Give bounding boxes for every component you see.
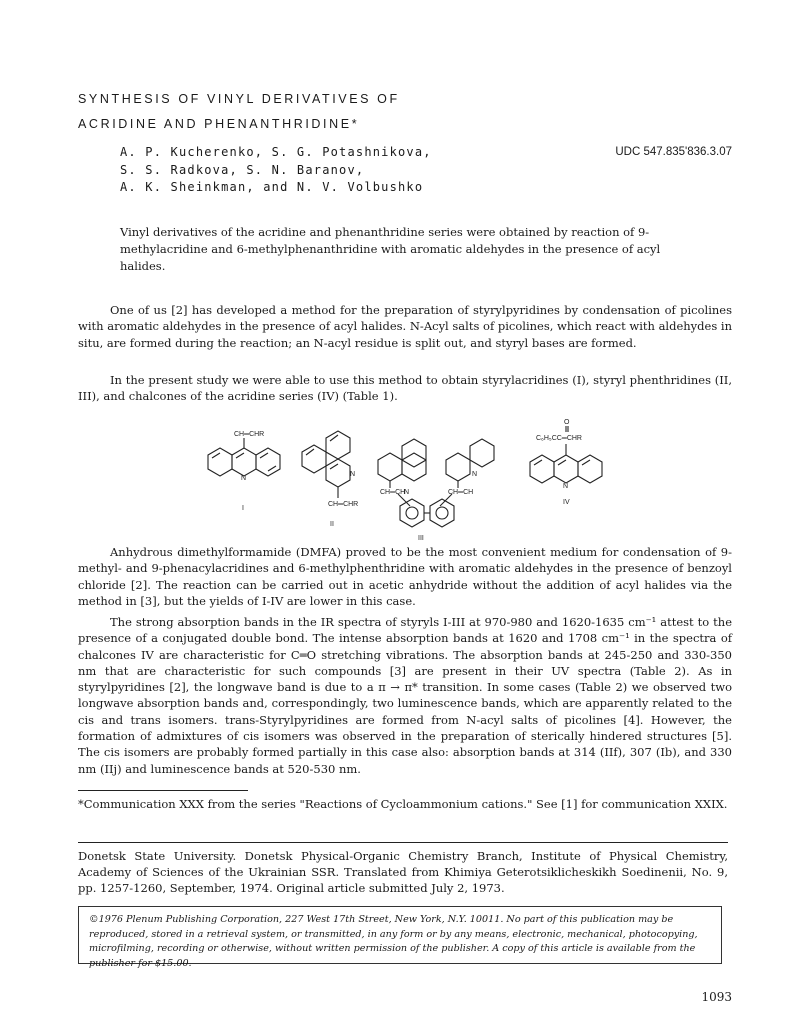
- footnote: *Communication XXX from the series "Reactions of Cycloammonium cations." See [1] for communication XXIX.: [78, 797, 728, 811]
- abstract: Vinyl derivatives of the acridine and phenanthridine series were obtained by reaction of 9-methylacridine and 6-methylphenanthridine with aromatic aldehydes in the presence of acyl halides.: [120, 225, 661, 273]
- structure-I-substituent: CH═CHR: [234, 431, 265, 438]
- structure-III-substituent-right: CH═CH: [448, 489, 474, 496]
- footnote-divider: [78, 790, 248, 791]
- nitrogen-label: N: [350, 471, 356, 478]
- author-line: S. S. Radkova, S. N. Baranov,: [120, 162, 365, 177]
- title-line-1: SYNTHESIS OF VINYL DERIVATIVES OF: [78, 92, 400, 106]
- body-paragraph-2: In the present study we were able to use this method to obtain styrylacridines (I), styryl phenthridines (II, III), and chalcones of the acridine series (IV) (Table 1).: [78, 373, 732, 404]
- structure-III-rings: [378, 439, 494, 527]
- affiliation: Donetsk State University. Donetsk Physical-Organic Chemistry Branch, Institute of Physical Chemistry, Academy of Sciences of the Ukrainian SSR. Translated from Khimiya Geterotsiklicheskikh Soedinenii, No. 9, pp. 1257-1260, September, 1974. Original article submitted July 2, 1973.: [78, 849, 728, 895]
- body-paragraph-1: One of us [2] has developed a method for the preparation of styrylpyridines by condensation of picolines with aromatic aldehydes in the presence of acyl halides. N-Acyl salts of picolines, which react with aldehydes in situ, are formed during the reaction; an N-acyl residue is split out, and styryl bases are formed.: [78, 303, 732, 350]
- body-paragraph-3: Anhydrous dimethylformamide (DMFA) proved to be the most convenient medium for condensation of 9-methyl- and 9-phenacylacridines and 6-methylphenthridine with aromatic aldehydes in the presence of benzoyl chloride [2]. The reaction can be carried out in acetic anhydride without the addition of acyl halides via the method in [3], but the yields of I-IV are lower in this case.: [78, 545, 732, 608]
- structure-IV-oxygen: O: [564, 419, 570, 426]
- structure-II-rings: [302, 431, 350, 498]
- body-paragraph-4: The strong absorption bands in the IR spectra of styryls I-III at 970-980 and 1620-1635 cm⁻¹ attest to the presence of a conjugated double bond. The intense absorption bands at 1620 and 1708 cm⁻¹ in the spectra of chalcones IV are characteristic for C═O stretching vibrations. The absorption bands at 245-250 and 330-350 nm that are characteristic for such compounds [3] are present in their UV spectra (Table 2). As in styrylpyridines [2], the longwave band is due to a π → π* transition. In some cases (Table 2) we observed two longwave absorption bands and, correspondingly, two luminescence bands, which are apparently related to the cis and trans isomers. trans-Styrylpyridines are formed from N-acyl salts of picolines [4]. However, the formation of admixtures of cis isomers was observed in the preparation of sterically hindered structures [5]. The cis isomers are probably formed partially in this case also: absorption bands at 314 (IIf), 307 (Ib), and 330 nm (IIj) and luminescence bands at 520-530 nm.: [78, 615, 732, 776]
- author-line: A. K. Sheinkman, and N. V. Volbushko: [120, 180, 424, 194]
- structure-IV-label: IV: [563, 499, 570, 506]
- author-list: [120, 144, 432, 197]
- structure-II-label: II: [330, 521, 334, 528]
- nitrogen-label: N: [404, 489, 410, 496]
- copyright-notice: ©1976 Plenum Publishing Corporation, 227 West 17th Street, New York, N.Y. 10011. No part of this publication may be reproduced, stored in a retrieval system, or transmitted, in any form or by any means, electronic, mechanical, photocopying, microfilming, recording or otherwise, without written permission of the publisher. A copy of this article is available from the publisher for $15.00.: [78, 906, 722, 964]
- structure-III-substituent-left: CH═CH: [380, 489, 406, 496]
- nitrogen-label: N: [472, 471, 478, 478]
- structure-I-label: I: [242, 505, 244, 512]
- nitrogen-label: N: [241, 475, 247, 482]
- udc-code: UDC 547.835'836.3.07: [615, 146, 732, 158]
- page-number: 1093: [701, 990, 732, 1004]
- author-line: A. P. Kucherenko, S. G. Potashnikova,: [120, 145, 432, 159]
- structure-III-label: III: [418, 535, 424, 542]
- affiliation-divider: [78, 842, 728, 843]
- structure-IV-substituent: C₆H₅CC═CHR: [536, 435, 582, 442]
- nitrogen-label: N: [563, 483, 569, 490]
- title-line-2: ACRIDINE AND PHENANTHRIDINE*: [78, 117, 360, 131]
- chemical-structures-figure: [190, 418, 620, 546]
- structure-I-rings: [208, 438, 280, 476]
- structure-II-substituent: CH═CHR: [328, 501, 359, 508]
